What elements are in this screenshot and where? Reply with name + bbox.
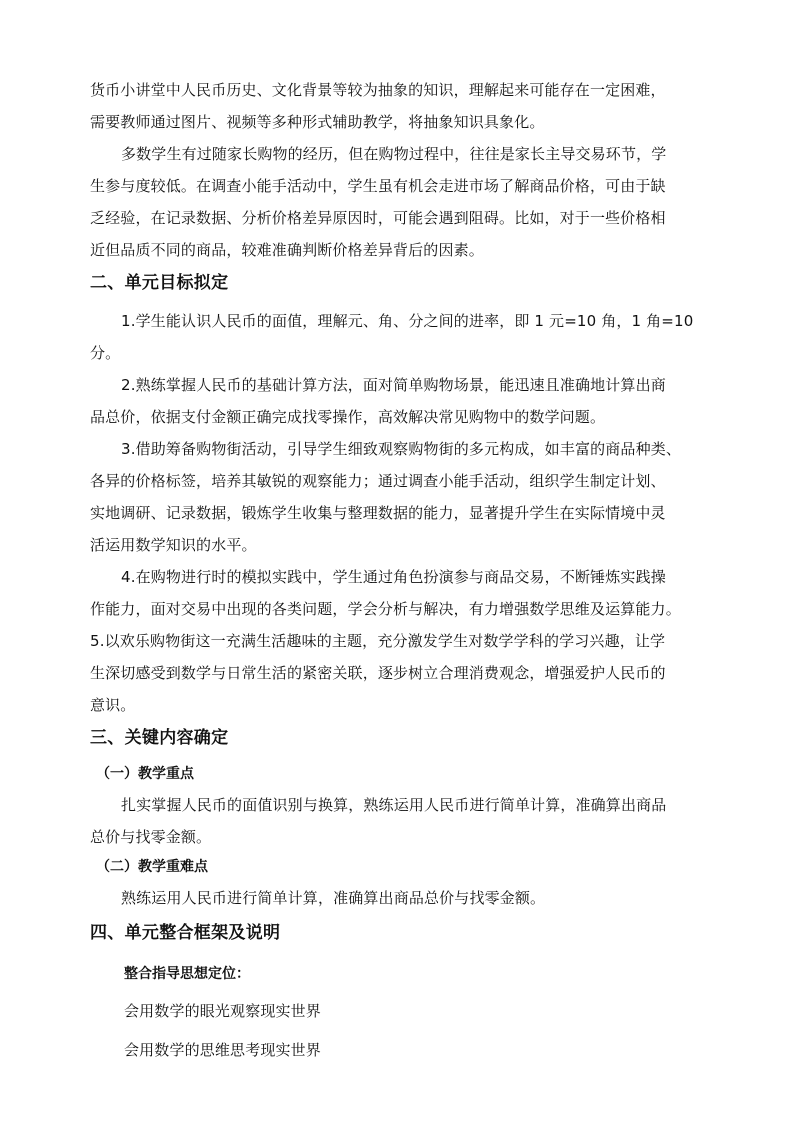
paragraph-line: 生参与度较低。在调查小能手活动中，学生虽有机会走进市场了解商品价格，可由于缺 [90, 177, 666, 195]
paragraph-line: 扎实掌握人民币的面值识别与换算，熟练运用人民币进行简单计算，准确算出商品 [121, 796, 667, 814]
guide-label: 整合指导思想定位： [124, 966, 250, 982]
paragraph-line: 乏经验，在记录数据、分析价格差异原因时，可能会遇到阻碍。比如，对于一些价格相 [90, 209, 666, 227]
goal-line: 1.学生能认识人民币的面值，理解元、角、分之间的进率，即 1 元=10 角，1 角=10 [121, 312, 694, 330]
goal-line: 活运用数学知识的水平。 [90, 536, 257, 554]
goal-line: 分。 [90, 344, 121, 362]
paragraph-line: 近但品质不同的商品，较难准确判断价格差异背后的因素。 [90, 241, 484, 259]
subsection-heading: （一）教学重点 [96, 766, 194, 782]
goal-line: 3.借助筹备购物街活动，引导学生细致观察购物街的多元构成，如丰富的商品种类、 [121, 440, 682, 458]
goal-line: 2.熟练掌握人民币的基础计算方法，面对简单购物场景，能迅速且准确地计算出商 [121, 376, 666, 394]
goal-line: 生深切感受到数学与日常生活的紧密关联，逐步树立合理消费观念，增强爱护人民币的 [90, 664, 666, 682]
section-heading: 三、关键内容确定 [90, 728, 229, 748]
section-heading: 二、单元目标拟定 [90, 273, 229, 293]
goal-line: 4.在购物进行时的模拟实践中，学生通过角色扮演参与商品交易，不断锤炼实践操 [121, 568, 666, 586]
section-heading: 四、单元整合框架及说明 [90, 923, 281, 943]
goal-line: 作能力，面对交易中出现的各类问题，学会分析与解决，有力增强数学思维及运算能力。 [90, 600, 681, 618]
paragraph-line: 多数学生有过随家长购物的经历，但在购物过程中，往往是家长主导交易环节，学 [121, 145, 667, 163]
goal-line: 各异的价格标签，培养其敏锐的观察能力；通过调查小能手活动，组织学生制定计划、 [90, 472, 666, 490]
goal-line: 品总价，依据支付金额正确完成找零操作，高效解决常见购物中的数学问题。 [90, 408, 606, 426]
paragraph-line: 熟练运用人民币进行简单计算，准确算出商品总价与找零金额。 [121, 889, 546, 907]
list-item: 会用数学的思维思考现实世界 [124, 1041, 321, 1059]
paragraph-line: 货币小讲堂中人民币历史、文化背景等较为抽象的知识，理解起来可能存在一定困难， [90, 81, 666, 99]
paragraph-line: 总价与找零金额。 [90, 828, 212, 846]
goal-line: 意识。 [90, 696, 136, 714]
subsection-heading: （二）教学重难点 [96, 859, 208, 875]
goal-line: 5.以欢乐购物街这一充满生活趣味的主题，充分激发学生对数学学科的学习兴趣，让学 [90, 632, 666, 650]
goal-line: 实地调研、记录数据，锻炼学生收集与整理数据的能力，显著提升学生在实际情境中灵 [90, 504, 666, 522]
paragraph-line: 需要教师通过图片、视频等多种形式辅助教学，将抽象知识具象化。 [90, 113, 545, 131]
list-item: 会用数学的眼光观察现实世界 [124, 1002, 321, 1020]
